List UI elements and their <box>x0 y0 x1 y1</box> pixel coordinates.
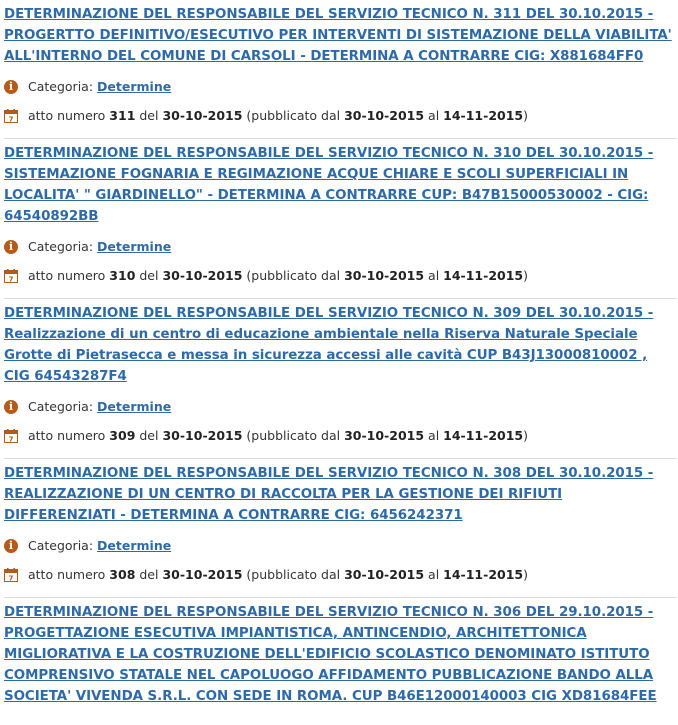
info-icon: i <box>4 539 18 553</box>
act-date: 30-10-2015 <box>162 268 243 283</box>
act-info-row <box>4 107 677 124</box>
act-info-row <box>4 267 677 284</box>
close-paren: ) <box>523 268 529 283</box>
act-date: 30-10-2015 <box>162 428 243 443</box>
list-item <box>4 0 677 139</box>
calendar-icon <box>4 429 18 443</box>
info-icon: i <box>4 80 18 94</box>
published-to: 14-11-2015 <box>443 428 524 443</box>
category-row <box>4 398 677 415</box>
act-info-row <box>4 427 677 444</box>
category-link[interactable]: Determine <box>97 538 172 553</box>
info-icon: i <box>4 240 18 254</box>
close-paren: ) <box>523 567 529 582</box>
list-item <box>4 299 677 459</box>
published-label: (pubblicato dal <box>246 268 341 283</box>
calendar-icon <box>4 568 18 582</box>
entry-title-link[interactable]: DETERMINAZIONE DEL RESPONSABILE DEL SERVIZIO TECNICO N. 311 DEL 30.10.2015 - PROGERTTO DEFINITIVO/ESECUTIVO PER INTERVENTI DI SISTEMAZIONE DELLA VIABILITA' ALL'INTERNO DEL COMUNE DI CARSOLI - DETERMINA A CONTRARRE CIG: X881684FF0 <box>4 7 672 64</box>
list-item <box>4 459 677 598</box>
entry-title-link[interactable]: DETERMINAZIONE DEL RESPONSABILE DEL SERVIZIO TECNICO N. 310 DEL 30.10.2015 - SISTEMAZIONE FOGNARIA E REGIMAZIONE ACQUE CHIARE E SCOLI SUPERFICIALI IN LOCALITA' " GIARDINELLO" - DETERMINA A CONTRARRE CUP: B47B15000530002 - CIG: 64540892BB <box>4 146 654 224</box>
act-number: 309 <box>109 428 136 443</box>
list-item <box>4 598 677 707</box>
published-to: 14-11-2015 <box>443 268 524 283</box>
category-link[interactable]: Determine <box>97 79 172 94</box>
svg-text:7: 7 <box>8 274 14 283</box>
atto-label: atto numero <box>28 567 106 582</box>
published-to: 14-11-2015 <box>443 567 524 582</box>
published-label: (pubblicato dal <box>246 108 341 123</box>
published-label: (pubblicato dal <box>246 428 341 443</box>
al-label: al <box>428 567 440 582</box>
act-number: 310 <box>109 268 136 283</box>
atto-label: atto numero <box>28 268 106 283</box>
entry-title-link[interactable]: DETERMINAZIONE DEL RESPONSABILE DEL SERVIZIO TECNICO N. 306 DEL 29.10.2015 - PROGETTAZIONE ESECUTIVA IMPIANTISTICA, ANTINCENDIO, ARCHITETTONICA MIGLIORATIVA E LA COSTRUZIONE DELL'EDIFICIO SCOLASTICO DENOMINATO ISTITUTO COMPRENSIVO STATALE NEL CAPOLUOGO AFFIDAMENTO PUBBLICAZIONE BANDO ALLA SOCIETA' VIVENDA S.R.L. CON SEDE IN ROMA. CUP B46E12000140003 CIG XD81684FEE <box>4 605 657 704</box>
act-date: 30-10-2015 <box>162 567 243 582</box>
category-label: Categoria: <box>28 399 94 414</box>
category-link[interactable]: Determine <box>97 239 172 254</box>
entry-title-link[interactable]: DETERMINAZIONE DEL RESPONSABILE DEL SERVIZIO TECNICO N. 308 DEL 30.10.2015 - REALIZZAZIONE DI UN CENTRO DI RACCOLTA PER LA GESTIONE DEI RIFIUTI DIFFERENZIATI - DETERMINA A CONTRARRE CIG: 6456242371 <box>4 466 654 523</box>
published-from: 30-10-2015 <box>344 567 425 582</box>
act-number: 308 <box>109 567 136 582</box>
close-paren: ) <box>523 108 529 123</box>
entry-title-link[interactable]: DETERMINAZIONE DEL RESPONSABILE DEL SERVIZIO TECNICO N. 309 DEL 30.10.2015 - Realizzazione di un centro di educazione ambientale nella Riserva Naturale Speciale Grotte di Pietrasecca e messa in sicurezza accessi alle cavità CUP B43J13000810002 , CIG 64543287F4 <box>4 306 654 384</box>
category-row <box>4 537 677 554</box>
atto-label: atto numero <box>28 428 106 443</box>
act-number: 311 <box>109 108 136 123</box>
svg-text:7: 7 <box>8 114 14 123</box>
al-label: al <box>428 108 440 123</box>
act-info-row <box>4 566 677 583</box>
category-link[interactable]: Determine <box>97 399 172 414</box>
published-label: (pubblicato dal <box>246 567 341 582</box>
category-label: Categoria: <box>28 538 94 553</box>
atto-label: atto numero <box>28 108 106 123</box>
al-label: al <box>428 268 440 283</box>
del-label: del <box>139 567 159 582</box>
svg-text:7: 7 <box>8 434 14 443</box>
al-label: al <box>428 428 440 443</box>
del-label: del <box>139 108 159 123</box>
close-paren: ) <box>523 428 529 443</box>
list-item <box>4 139 677 299</box>
info-icon: i <box>4 400 18 414</box>
category-row <box>4 238 677 255</box>
category-label: Categoria: <box>28 239 94 254</box>
del-label: del <box>139 268 159 283</box>
published-from: 30-10-2015 <box>344 268 425 283</box>
published-from: 30-10-2015 <box>344 428 425 443</box>
del-label: del <box>139 428 159 443</box>
category-label: Categoria: <box>28 79 94 94</box>
act-date: 30-10-2015 <box>162 108 243 123</box>
calendar-icon <box>4 109 18 123</box>
published-from: 30-10-2015 <box>344 108 425 123</box>
category-row <box>4 78 677 95</box>
svg-text:7: 7 <box>8 573 14 582</box>
published-to: 14-11-2015 <box>443 108 524 123</box>
calendar-icon <box>4 269 18 283</box>
